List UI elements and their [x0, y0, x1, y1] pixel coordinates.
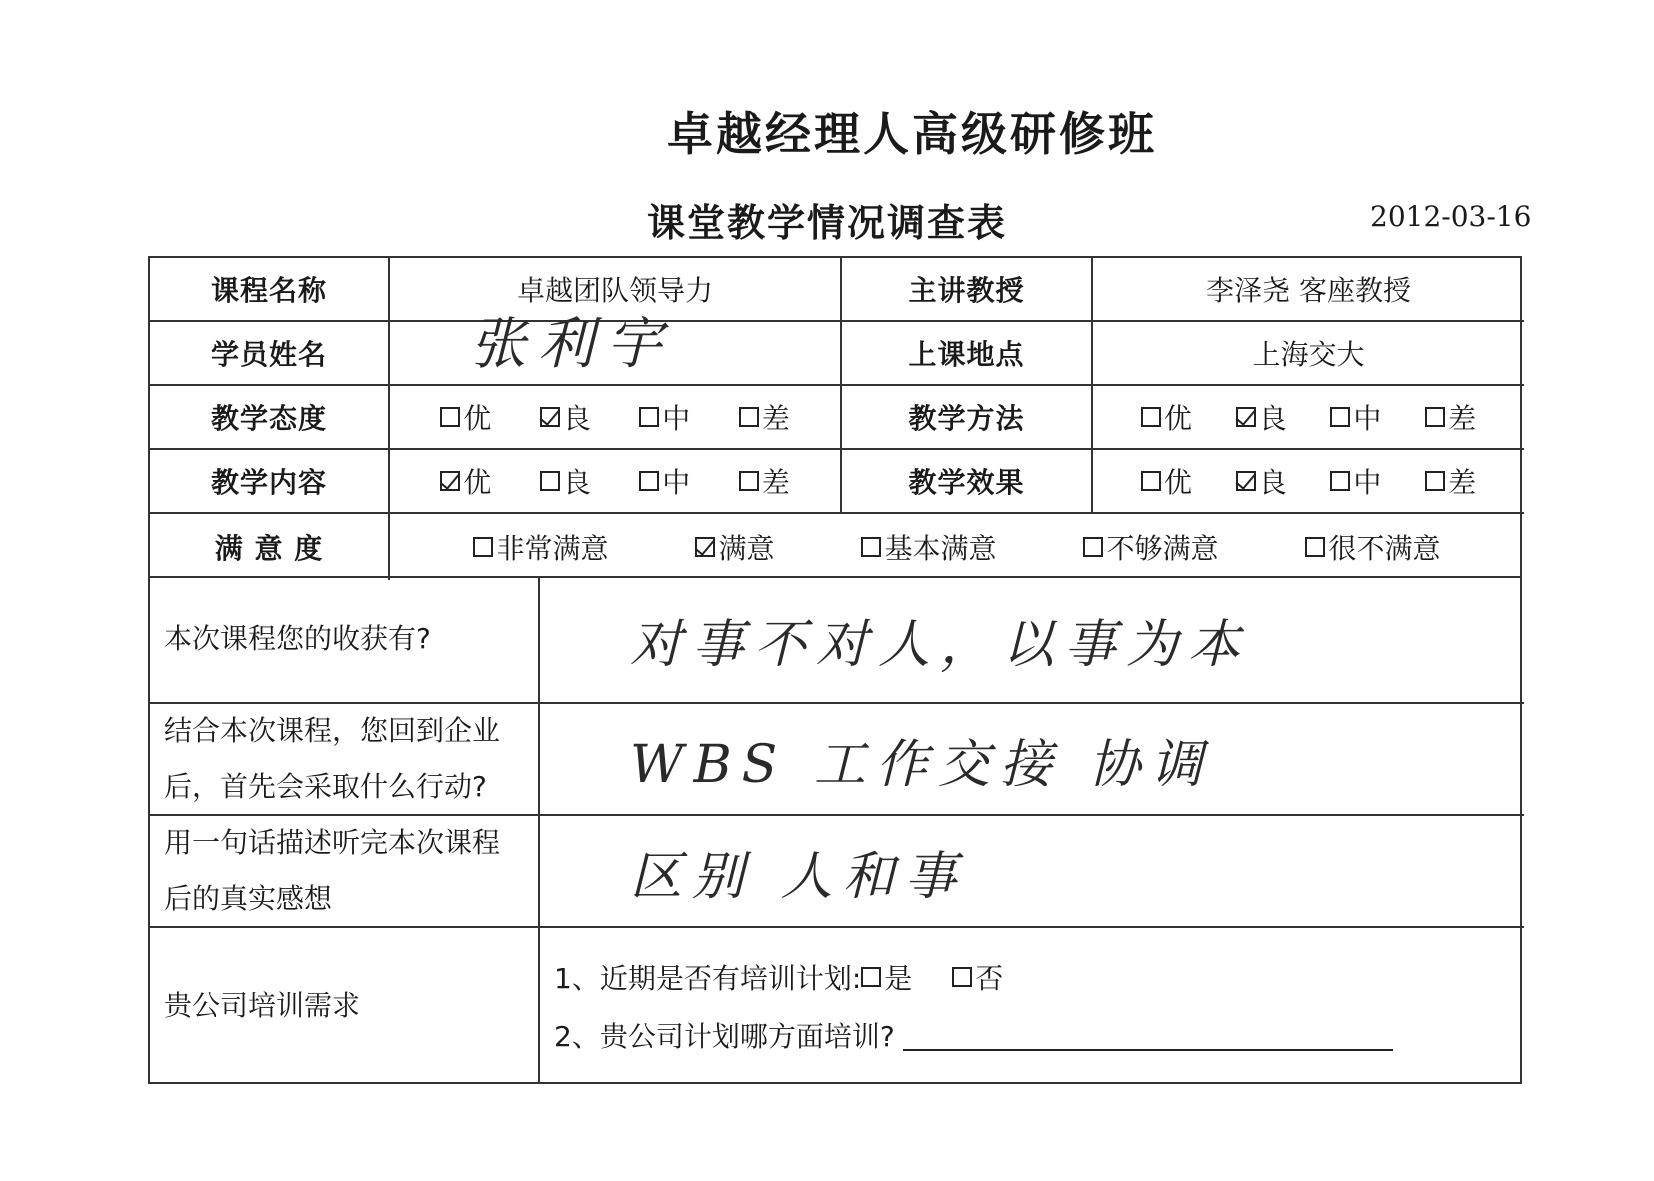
location-value: 上海交大 — [1093, 322, 1524, 386]
method-options — [1093, 386, 1524, 450]
checkbox-icon[interactable] — [861, 537, 881, 557]
form-subtitle: 课堂教学情况调查表 — [646, 201, 1007, 245]
checkbox-icon[interactable] — [473, 537, 493, 557]
training-plan-yes[interactable]: 是 — [861, 957, 912, 997]
checkbox-icon[interactable] — [739, 471, 759, 491]
attitude-option[interactable]: 优 — [440, 397, 491, 437]
attitude-option[interactable]: 差 — [739, 397, 790, 437]
checked-checkbox-icon[interactable] — [1236, 407, 1256, 427]
question-feelings: 用一句话描述听完本次课程 后的真实感想 — [150, 816, 540, 928]
effect-option[interactable]: 差 — [1425, 461, 1476, 501]
checkbox-icon[interactable] — [1083, 537, 1103, 557]
attitude-option[interactable]: 良 — [540, 397, 591, 437]
checked-checkbox-icon[interactable] — [440, 471, 460, 491]
content-option[interactable]: 优 — [440, 461, 491, 501]
checkbox-icon[interactable] — [540, 471, 560, 491]
content-label: 教学内容 — [150, 450, 390, 514]
training-area-question: 2、贵公司计划哪方面培训? — [554, 1006, 1393, 1064]
training-plan-question: 1、近期是否有培训计划: 是 否 — [554, 948, 1003, 1006]
checkbox-icon[interactable] — [739, 407, 759, 427]
answer-gains[interactable]: 对事不对人，以事为本 — [540, 576, 1524, 704]
effect-label: 教学效果 — [842, 450, 1093, 514]
training-area-blank[interactable] — [903, 1019, 1393, 1051]
answer-feelings[interactable]: 区别 人和事 — [540, 816, 1524, 928]
method-option[interactable]: 良 — [1236, 397, 1287, 437]
course-name-label: 课程名称 — [150, 258, 390, 322]
checked-checkbox-icon[interactable] — [695, 537, 715, 557]
attitude-label: 教学态度 — [150, 386, 390, 450]
satisfaction-option[interactable]: 基本满意 — [861, 527, 996, 567]
satisfaction-option[interactable]: 不够满意 — [1083, 527, 1218, 567]
effect-option[interactable]: 良 — [1236, 461, 1287, 501]
training-needs-content — [540, 928, 1524, 1084]
evaluation-grid — [148, 256, 1522, 578]
form-title: 卓越经理人高级研修班 — [667, 107, 1157, 161]
checkbox-icon[interactable] — [639, 407, 659, 427]
survey-form — [148, 256, 1522, 1084]
handwritten-student-name: 张利宇 — [470, 312, 674, 377]
question-actions: 结合本次课程，您回到企业 后，首先会采取什么行动? — [150, 704, 540, 816]
checkbox-icon[interactable] — [1141, 407, 1161, 427]
training-plan-no[interactable]: 否 — [952, 957, 1003, 997]
content-options — [390, 450, 842, 514]
checkbox-icon[interactable] — [1330, 471, 1350, 491]
lecturer-label: 主讲教授 — [842, 258, 1093, 322]
checkbox-icon[interactable] — [861, 967, 881, 987]
checkbox-icon[interactable] — [1305, 537, 1325, 557]
checked-checkbox-icon[interactable] — [540, 407, 560, 427]
content-option[interactable]: 差 — [739, 461, 790, 501]
course-name-value: 卓越团队领导力 — [390, 258, 842, 322]
checkbox-icon[interactable] — [639, 471, 659, 491]
checkbox-icon[interactable] — [1141, 471, 1161, 491]
method-option[interactable]: 优 — [1141, 397, 1192, 437]
satisfaction-option[interactable]: 非常满意 — [473, 527, 608, 567]
training-needs-label: 贵公司培训需求 — [150, 928, 540, 1084]
effect-option[interactable]: 优 — [1141, 461, 1192, 501]
method-option[interactable]: 差 — [1425, 397, 1476, 437]
checked-checkbox-icon[interactable] — [1236, 471, 1256, 491]
satisfaction-option[interactable]: 很不满意 — [1305, 527, 1440, 567]
questions-grid — [148, 576, 1522, 1084]
student-name-label: 学员姓名 — [150, 322, 390, 386]
satisfaction-options — [390, 514, 1524, 580]
content-option[interactable]: 良 — [540, 461, 591, 501]
checkbox-icon[interactable] — [440, 407, 460, 427]
satisfaction-option[interactable]: 满意 — [695, 527, 774, 567]
effect-options — [1093, 450, 1524, 514]
method-option[interactable]: 中 — [1330, 397, 1381, 437]
form-date: 2012-03-16 — [1370, 200, 1532, 233]
question-gains: 本次课程您的收获有? — [150, 576, 540, 704]
attitude-option[interactable]: 中 — [639, 397, 690, 437]
checkbox-icon[interactable] — [952, 967, 972, 987]
lecturer-value: 李泽尧 客座教授 — [1093, 258, 1524, 322]
content-option[interactable]: 中 — [639, 461, 690, 501]
effect-option[interactable]: 中 — [1330, 461, 1381, 501]
attitude-options — [390, 386, 842, 450]
checkbox-icon[interactable] — [1425, 407, 1445, 427]
method-label: 教学方法 — [842, 386, 1093, 450]
checkbox-icon[interactable] — [1425, 471, 1445, 491]
answer-actions[interactable]: WBS 工作交接 协调 — [540, 704, 1524, 816]
checkbox-icon[interactable] — [1330, 407, 1350, 427]
satisfaction-label: 满 意 度 — [150, 514, 390, 580]
location-label: 上课地点 — [842, 322, 1093, 386]
